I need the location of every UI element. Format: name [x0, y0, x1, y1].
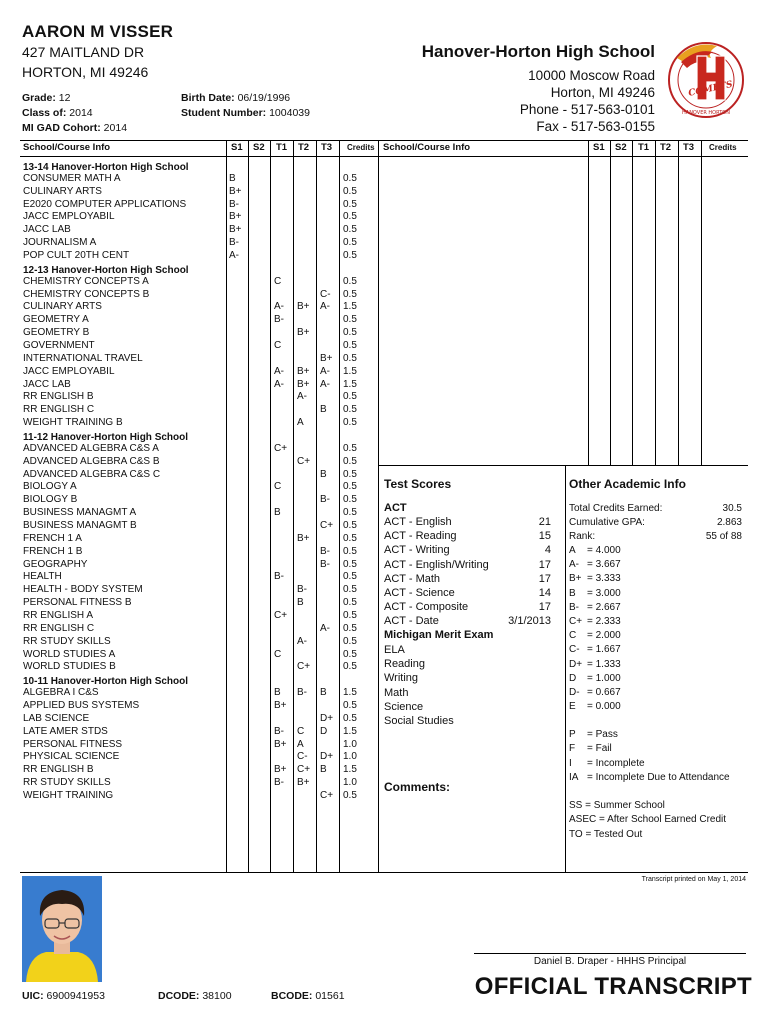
- scale-grade: C-: [569, 644, 580, 656]
- header-t3: T3: [321, 142, 333, 153]
- course-name: GOVERNMENT: [23, 340, 95, 352]
- course-credits: 0.5: [343, 327, 357, 339]
- grade-t2: A: [297, 738, 304, 750]
- grade-field: Grade: 12: [22, 92, 71, 104]
- course-name: WEIGHT TRAINING B: [23, 417, 123, 429]
- act-score-label: ACT - English/Writing: [384, 558, 489, 571]
- course-credits: 0.5: [343, 622, 357, 634]
- course-name: LATE AMER STDS: [23, 725, 108, 737]
- scale-grade: F: [569, 743, 576, 755]
- grade-t3: A-: [320, 378, 330, 390]
- course-name: CULINARY ARTS: [23, 185, 102, 197]
- col-divider: [293, 140, 294, 873]
- course-name: HEALTH - BODY SYSTEM: [23, 584, 143, 596]
- grade-t2: C+: [297, 661, 311, 673]
- grade-s1: B-: [229, 237, 239, 249]
- course-credits: 0.5: [343, 250, 357, 262]
- course-credits: 0.5: [343, 648, 357, 660]
- col-divider: [378, 140, 379, 873]
- course-credits: 0.5: [343, 224, 357, 236]
- col-divider: [248, 140, 249, 873]
- act-heading: ACT: [384, 502, 407, 514]
- scale-grade: B: [569, 587, 576, 599]
- comments-label: Comments:: [384, 780, 451, 794]
- grade-s1: A-: [229, 250, 239, 262]
- scale-value: = 1.667: [587, 644, 621, 656]
- mme-subject: Social Studies: [384, 715, 454, 727]
- act-score-label: ACT - Composite: [384, 601, 469, 614]
- course-credits: 0.5: [343, 712, 357, 724]
- grade-t3: A-: [320, 622, 330, 634]
- student-number-field: Student Number: 1004039: [181, 107, 310, 119]
- course-name: PERSONAL FITNESS B: [23, 597, 132, 609]
- term-title: 13-14 Hanover-Horton High School: [23, 162, 189, 173]
- scale-grade: IA: [569, 771, 579, 783]
- act-score-label: ACT - Date: [384, 615, 439, 628]
- scale-value: = 2.333: [587, 616, 621, 627]
- course-name: RR ENGLISH C: [23, 622, 95, 634]
- course-name: PERSONAL FITNESS: [23, 738, 123, 750]
- course-credits: 0.5: [343, 584, 357, 596]
- course-name: APPLIED BUS SYSTEMS: [23, 699, 140, 711]
- principal-signature: Daniel B. Draper - HHHS Principal: [533, 956, 687, 967]
- course-credits: 0.5: [343, 545, 357, 557]
- act-score-label: ACT - Reading: [384, 530, 457, 543]
- scale-value: = 1.333: [587, 658, 621, 670]
- scale-value: = Fail: [587, 743, 612, 755]
- grade-t3: B-: [320, 558, 330, 570]
- mme-subject: Math: [384, 686, 409, 699]
- grade-t1: B-: [274, 777, 284, 789]
- grade-t3: B+: [320, 352, 333, 364]
- header-course-right: School/Course Info: [383, 142, 471, 153]
- act-score-value: 17: [538, 572, 551, 585]
- col-divider: [610, 140, 611, 465]
- scale-value: = 3.000: [587, 587, 621, 599]
- grade-t2: B-: [297, 687, 307, 699]
- grade-t2: C+: [297, 764, 311, 776]
- scale-value: = Incomplete Due to Attendance: [587, 771, 730, 783]
- course-credits: 1.0: [343, 751, 357, 763]
- grade-t1: B+: [274, 738, 287, 750]
- scale-value: = 1.000: [587, 672, 621, 684]
- course-name: CULINARY ARTS: [23, 301, 102, 313]
- course-credits: 0.5: [343, 507, 357, 519]
- scale-grade: C+: [569, 616, 583, 627]
- course-name: RR ENGLISH A: [23, 609, 94, 621]
- scale-value: = 3.667: [587, 559, 621, 571]
- course-name: JACC EMPLOYABIL: [23, 365, 115, 377]
- course-name: FRENCH 1 B: [23, 545, 83, 557]
- scale-grade: A: [569, 545, 576, 556]
- grade-t2: A: [297, 417, 304, 429]
- course-name: JACC EMPLOYABIL: [23, 211, 115, 223]
- test-scores-title: Test Scores: [384, 477, 452, 491]
- course-name: JACC LAB: [23, 378, 71, 390]
- col-divider: [226, 140, 227, 873]
- act-score-value: 3/1/2013: [508, 615, 551, 628]
- course-credits: 1.5: [343, 301, 357, 313]
- course-name: FRENCH 1 A: [23, 532, 82, 544]
- grade-t1: B-: [274, 571, 284, 583]
- official-transcript-title: OFFICIAL TRANSCRIPT: [474, 973, 752, 1000]
- school-address-line1: 10000 Moscow Road: [528, 68, 655, 83]
- grade-s1: B+: [229, 224, 242, 236]
- dcode-field: DCODE: 38100: [158, 990, 232, 1002]
- scale-grade: D: [569, 672, 577, 684]
- header-t1: T1: [276, 142, 288, 153]
- course-name: CONSUMER MATH A: [23, 172, 121, 184]
- mme-subject: Writing: [384, 672, 419, 685]
- grade-t3: D: [320, 725, 328, 737]
- col-divider: [632, 140, 633, 465]
- header-t2: T2: [298, 142, 310, 153]
- grade-t3: B: [320, 764, 327, 776]
- course-name: JOURNALISM A: [23, 237, 97, 249]
- scale-grade: C: [569, 630, 577, 642]
- header-s1: S1: [231, 142, 243, 153]
- legend-note: SS = Summer School: [569, 800, 665, 811]
- col-divider: [588, 140, 589, 465]
- header-credits-right: Credits: [709, 143, 737, 152]
- grade-t2: B: [297, 597, 304, 609]
- course-name: ADVANCED ALGEBRA C&S B: [23, 455, 160, 467]
- course-name: PHYSICAL SCIENCE: [23, 751, 120, 763]
- header-t3-right: T3: [683, 142, 695, 153]
- course-credits: 0.5: [343, 520, 357, 532]
- header-s2-right: S2: [615, 142, 627, 153]
- grade-t2: C-: [297, 751, 308, 763]
- course-credits: 0.5: [343, 661, 357, 673]
- course-credits: 0.5: [343, 455, 357, 467]
- mme-subject: ELA: [384, 644, 405, 656]
- birth-date-field: Birth Date: 06/19/1996: [181, 92, 291, 104]
- grade-t1: B-: [274, 314, 284, 326]
- course-name: WORLD STUDIES A: [23, 648, 116, 660]
- course-credits: 0.5: [343, 558, 357, 570]
- course-credits: 1.5: [343, 378, 357, 390]
- col-divider: [678, 140, 679, 465]
- course-name: E2020 COMPUTER APPLICATIONS: [23, 198, 187, 210]
- grade-t1: B+: [274, 699, 287, 711]
- other-info-title: Other Academic Info: [569, 477, 686, 491]
- act-score-label: ACT - Math: [384, 572, 441, 585]
- grade-t1: B+: [274, 764, 287, 776]
- col-divider: [701, 140, 702, 465]
- grade-t3: B: [320, 468, 327, 480]
- course-credits: 0.5: [343, 442, 357, 454]
- header-t2-right: T2: [660, 142, 672, 153]
- student-address-line1: 427 MAITLAND DR: [22, 44, 145, 60]
- header-s1-right: S1: [593, 142, 605, 153]
- header-s2: S2: [253, 142, 265, 153]
- grade-t1: A-: [274, 378, 284, 390]
- course-credits: 0.5: [343, 172, 357, 184]
- legend-note: ASEC = After School Earned Credit: [569, 814, 727, 826]
- scale-grade: A-: [569, 559, 579, 571]
- course-name: BIOLOGY A: [23, 481, 77, 493]
- course-name: ADVANCED ALGEBRA C&S C: [23, 468, 161, 480]
- school-name: Hanover-Horton High School: [421, 42, 655, 61]
- grade-t3: B: [320, 687, 327, 699]
- scale-value: = 0.000: [587, 701, 621, 713]
- grade-s1: B+: [229, 211, 242, 223]
- course-credits: 0.5: [343, 288, 357, 300]
- grade-t1: C+: [274, 609, 288, 621]
- grade-t1: A-: [274, 365, 284, 377]
- course-name: ADVANCED ALGEBRA C&S A: [23, 442, 159, 454]
- scale-grade: B+: [569, 573, 582, 585]
- course-credits: 0.5: [343, 609, 357, 621]
- bcode-field: BCODE: 01561: [271, 990, 345, 1002]
- student-name: AARON M VISSER: [22, 22, 174, 41]
- grade-t3: B-: [320, 545, 330, 557]
- grade-t2: B-: [297, 584, 307, 596]
- student-photo: [22, 876, 102, 982]
- scale-value: = 4.000: [587, 545, 621, 556]
- col-divider: [316, 140, 317, 873]
- course-name: INTERNATIONAL TRAVEL: [23, 352, 143, 364]
- course-name: BUSINESS MANAGMT A: [23, 507, 137, 519]
- grade-t1: C: [274, 648, 282, 660]
- course-name: WORLD STUDIES B: [23, 661, 116, 673]
- grade-t3: B-: [320, 494, 330, 506]
- printed-date: Transcript printed on May 1, 2014: [641, 876, 746, 883]
- course-credits: 0.5: [343, 314, 357, 326]
- course-name: BIOLOGY B: [23, 494, 78, 506]
- course-name: POP CULT 20TH CENT: [23, 250, 130, 262]
- grade-t1: A-: [274, 301, 284, 313]
- grade-s1: B+: [229, 185, 242, 197]
- scale-value: = Incomplete: [587, 757, 645, 769]
- course-credits: 1.5: [343, 764, 357, 776]
- grade-t2: B+: [297, 301, 310, 313]
- course-credits: 1.0: [343, 777, 357, 789]
- svg-text:COMETS: COMETS: [687, 79, 734, 99]
- term-title: 10-11 Hanover-Horton High School: [23, 676, 189, 688]
- scale-grade: D-: [569, 687, 580, 698]
- course-credits: 0.5: [343, 352, 357, 364]
- course-credits: 0.5: [343, 275, 357, 287]
- col-divider: [339, 140, 340, 873]
- grade-t3: C-: [320, 288, 331, 300]
- school-address-line2: Horton, MI 49246: [550, 85, 655, 100]
- course-credits: 1.0: [343, 738, 357, 750]
- uic-field: UIC: 6900941953: [22, 990, 105, 1002]
- course-name: RR STUDY SKILLS: [23, 777, 111, 789]
- course-name: WEIGHT TRAINING: [23, 789, 114, 801]
- act-score-label: ACT - Science: [384, 587, 455, 599]
- grade-s1: B: [229, 172, 236, 184]
- grade-t2: C: [297, 725, 305, 737]
- cohort-field: MI GAD Cohort: 2014: [22, 122, 128, 134]
- grade-t2: B+: [297, 327, 310, 339]
- grade-t1: C: [274, 481, 282, 493]
- course-credits: 1.5: [343, 365, 357, 377]
- header-t1-right: T1: [638, 142, 650, 153]
- grade-t3: A-: [320, 365, 330, 377]
- term-title: 12-13 Hanover-Horton High School: [23, 264, 189, 276]
- grade-t3: B: [320, 404, 327, 416]
- course-name: GEOGRAPHY: [23, 558, 88, 570]
- act-score-value: 4: [544, 544, 551, 557]
- school-crest-logo: [667, 38, 745, 120]
- signature-line: [474, 953, 746, 954]
- course-credits: 0.5: [343, 635, 357, 647]
- act-score-value: 15: [538, 530, 551, 543]
- grade-t1: C: [274, 340, 282, 352]
- course-credits: 0.5: [343, 789, 357, 801]
- col-divider: [270, 140, 271, 873]
- course-name: HEALTH: [23, 571, 62, 583]
- course-credits: 0.5: [343, 481, 357, 493]
- course-credits: 0.5: [343, 699, 357, 711]
- course-name: GEOMETRY B: [23, 327, 90, 339]
- test-scores-top-divider: [378, 465, 748, 466]
- course-credits: 0.5: [343, 532, 357, 544]
- course-name: GEOMETRY A: [23, 314, 89, 326]
- grade-t1: B-: [274, 725, 284, 737]
- stat-label: Rank:: [569, 531, 596, 542]
- course-name: BUSINESS MANAGMT B: [23, 520, 137, 532]
- term-title: 11-12 Hanover-Horton High School: [23, 431, 189, 443]
- svg-text:HANOVER HORTON: HANOVER HORTON: [682, 110, 730, 116]
- course-name: LAB SCIENCE: [23, 712, 90, 724]
- course-credits: 0.5: [343, 468, 357, 480]
- grade-t1: B: [274, 507, 281, 519]
- panel-divider: [565, 465, 566, 873]
- grade-s1: B-: [229, 198, 239, 210]
- course-name: RR STUDY SKILLS: [23, 635, 111, 647]
- legend-note: TO = Tested Out: [569, 828, 643, 840]
- course-credits: 0.5: [343, 391, 357, 403]
- grade-t3: C+: [320, 789, 334, 801]
- grade-t2: B+: [297, 532, 310, 544]
- grade-t3: A-: [320, 301, 330, 313]
- course-name: CHEMISTRY CONCEPTS A: [23, 275, 149, 287]
- student-address-line2: HORTON, MI 49246: [22, 64, 149, 80]
- scale-grade: I: [569, 757, 572, 769]
- course-name: CHEMISTRY CONCEPTS B: [23, 288, 150, 300]
- course-credits: 0.5: [343, 340, 357, 352]
- scale-value: = 0.667: [587, 687, 621, 698]
- grade-t3: D+: [320, 751, 334, 763]
- course-credits: 1.5: [343, 725, 357, 737]
- course-credits: 0.5: [343, 404, 357, 416]
- stat-label: Cumulative GPA:: [569, 517, 645, 528]
- mme-subject: Reading: [384, 658, 425, 671]
- course-credits: 0.5: [343, 198, 357, 210]
- class-of-field: Class of: 2014: [22, 107, 93, 119]
- act-score-label: ACT - Writing: [384, 544, 450, 557]
- grade-t1: C: [274, 275, 282, 287]
- scale-grade: D+: [569, 658, 583, 670]
- header-course: School/Course Info: [23, 142, 111, 153]
- course-credits: 0.5: [343, 597, 357, 609]
- grade-t1: B: [274, 687, 281, 699]
- school-fax: Fax - 517-563-0155: [536, 119, 655, 134]
- course-name: RR ENGLISH B: [23, 764, 94, 776]
- act-score-value: 17: [538, 601, 551, 614]
- grade-t2: A-: [297, 635, 307, 647]
- course-credits: 1.5: [343, 687, 357, 699]
- course-credits: 0.5: [343, 494, 357, 506]
- stat-value: 55 of 88: [705, 531, 742, 542]
- stat-value: 2.863: [716, 517, 742, 528]
- scale-value: = 2.000: [587, 630, 621, 642]
- grade-t3: D+: [320, 712, 334, 724]
- act-score-value: 17: [538, 558, 551, 571]
- course-credits: 0.5: [343, 185, 357, 197]
- grade-t2: B+: [297, 365, 310, 377]
- stat-value: 30.5: [722, 503, 742, 514]
- course-name: RR ENGLISH C: [23, 404, 95, 416]
- course-credits: 0.5: [343, 417, 357, 429]
- scale-grade: B-: [569, 601, 579, 613]
- grade-t2: B+: [297, 378, 310, 390]
- grade-t2: A-: [297, 391, 307, 403]
- grade-t3: C+: [320, 520, 334, 532]
- scale-value: = 2.667: [587, 601, 621, 613]
- stat-label: Total Credits Earned:: [569, 503, 663, 514]
- grade-t1: C+: [274, 442, 288, 454]
- grade-t2: B+: [297, 777, 310, 789]
- act-score-label: ACT - English: [384, 516, 452, 528]
- scale-value: = Pass: [587, 729, 618, 740]
- school-phone: Phone - 517-563-0101: [519, 102, 655, 117]
- course-name: ALGEBRA I C&S: [23, 687, 99, 699]
- mme-subject: Science: [384, 700, 424, 713]
- course-name: RR ENGLISH B: [23, 391, 94, 403]
- act-score-value: 21: [538, 516, 551, 528]
- mme-heading: Michigan Merit Exam: [384, 629, 494, 641]
- course-credits: 0.5: [343, 211, 357, 223]
- course-name: JACC LAB: [23, 224, 71, 236]
- scale-value: = 3.333: [587, 573, 621, 585]
- scale-grade: E: [569, 701, 576, 713]
- table-header-divider: [20, 156, 748, 157]
- course-credits: 0.5: [343, 571, 357, 583]
- scale-grade: P: [569, 729, 576, 740]
- col-divider: [655, 140, 656, 465]
- grade-t2: C+: [297, 455, 311, 467]
- header-credits: Credits: [347, 143, 375, 152]
- course-credits: 0.5: [343, 237, 357, 249]
- act-score-value: 14: [538, 587, 551, 599]
